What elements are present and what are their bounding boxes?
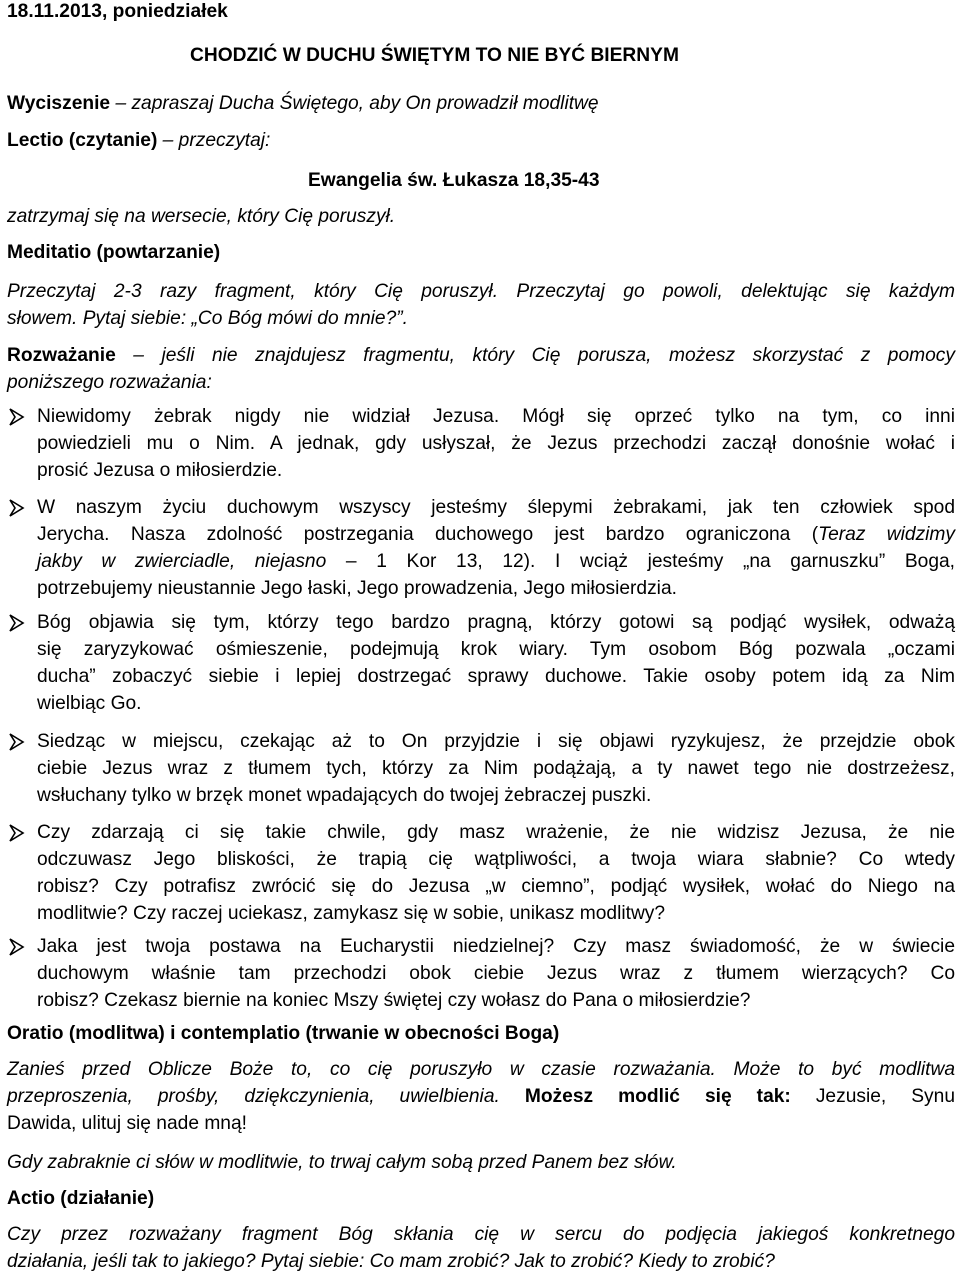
- wyciszenie-text: – zapraszaj Ducha Świętego, aby On prowadził modlitwę: [110, 93, 599, 114]
- bullet-5-line-2: odczuwasz Jego bliskości, że trapią cię wątpliwości, a twoja wiara słabnie? Co wtedy: [37, 849, 955, 870]
- lectio-line: [7, 127, 270, 154]
- page-title: CHODZIĆ W DUCHU ŚWIĘTYM TO NIE BYĆ BIERNYM: [190, 45, 679, 66]
- lectio-label: Lectio (czytanie): [7, 130, 158, 151]
- arrowhead-bullet-icon: [7, 731, 27, 753]
- bullet-3-line-1: Bóg objawia się tym, którzy tego bardzo pragną, którzy gotowi są podjąć wysiłek, odważą: [37, 612, 955, 633]
- bullet-1-line-2: powiedzieli mu o Nim. A jednak, gdy usłyszał, że Jezus przechodzi zaczął donośnie wołać i: [37, 433, 955, 454]
- bullet-item-6: [37, 933, 955, 1014]
- bullet-4-line-1: Siedząc w miejscu, czekając aż to On przyjdzie i się objawi ryzykujesz, że przejdzie obok: [37, 731, 955, 752]
- arrowhead-bullet-icon: [7, 822, 27, 844]
- actio-text: [7, 1221, 955, 1275]
- bullet-6-line-1: Jaka jest twoja postawa na Eucharystii niedzielnej? Czy masz świadomość, że w świecie: [37, 936, 955, 957]
- lectio-text: – przeczytaj:: [157, 130, 271, 151]
- bullet-1-line-3: prosić Jezusa o miłosierdzie.: [37, 460, 283, 481]
- gospel-reference: Ewangelia św. Łukasza 18,35-43: [308, 170, 600, 191]
- wyciszenie-line: [7, 90, 599, 117]
- meditatio-text: [7, 278, 955, 332]
- bullet-5-line-1: Czy zdarzają ci się takie chwile, gdy masz wrażenie, że nie widzisz Jezusa, że nie: [37, 822, 955, 843]
- wyciszenie-label: Wyciszenie: [7, 93, 111, 114]
- meditatio-line-2: słowem. Pytaj siebie: „Co Bóg mówi do mnie?”.: [7, 308, 408, 329]
- bullet-5-line-4: modlitwie? Czy raczej uciekasz, zamykasz się w sobie, unikasz modlitwy?: [37, 903, 666, 924]
- bullet-item-1: [37, 403, 955, 484]
- bullet-2-line-4: potrzebujemy nieustannie Jego łaski, Jego prowadzenia, Jego miłosierdzia.: [37, 578, 677, 599]
- bullet-2-line-3: jakby w zwierciadle, niejasno – 1 Kor 13, 12). I wciąż jesteśmy „na garnuszku” Boga,: [37, 551, 955, 572]
- bullet-3-line-2: się zaryzykować ośmieszenie, podejmują krok wiary. Tym osobom Bóg pozwala „oczami: [37, 639, 955, 660]
- oratio-heading: Oratio (modlitwa) i contemplatio (trwanie w obecności Boga): [7, 1023, 560, 1044]
- rozwazanie-intro: [7, 342, 955, 396]
- bullet-2-line-2: Jerycha. Nasza zdolność postrzegania duchowego jest bardzo ograniczona (Teraz widzimy: [37, 524, 956, 545]
- oratio-line-2-bold: Możesz modlić się tak:: [499, 1086, 791, 1107]
- meditatio-line-1: Przeczytaj 2-3 razy fragment, który Cię poruszył. Przeczytaj go powoli, delektując się każdym: [7, 281, 955, 302]
- rozwazanie-label: Rozważanie: [7, 345, 116, 366]
- bullet-item-2: [37, 494, 955, 602]
- bullet-5-line-3: robisz? Czy potrafisz zwrócić się do Jezusa „w ciemno”, podjąć wysiłek, wołać do Niego na: [37, 876, 955, 897]
- bullet-2-italic-a: Teraz widzimy: [818, 524, 956, 545]
- oratio-line-3: Dawida, ulituj się nade mną!: [7, 1113, 247, 1134]
- bullet-6-line-2: duchowym właśnie tam przechodzi obok ciebie Jezus wraz z tłumem wierzących? Co: [37, 963, 955, 984]
- date-line: 18.11.2013, poniedziałek: [7, 1, 228, 22]
- oratio-line-2: [7, 1083, 955, 1110]
- rozwazanie-line-2: poniższego rozważania:: [7, 372, 212, 393]
- oratio-line-2-italic: przeproszenia, prośby, dziękczynienia, uwielbienia.: [7, 1086, 500, 1107]
- arrowhead-bullet-icon: [7, 497, 27, 519]
- arrowhead-bullet-icon: [7, 936, 27, 958]
- arrowhead-bullet-icon: [7, 612, 27, 634]
- rozwazanie-line-1-text: – jeśli nie znajdujesz fragmentu, który Cię porusza, możesz skorzystać z pomocy: [115, 345, 955, 366]
- bullet-3-line-4: wielbiąc Go.: [37, 693, 142, 714]
- oratio-text: [7, 1056, 955, 1137]
- bullet-4-line-2: ciebie Jezus wraz z tłumem tych, którzy za Nim podążają, a ty nawet tego nie dostrzeżesz,: [37, 758, 955, 779]
- arrowhead-bullet-icon: [7, 406, 27, 428]
- bullet-2-italic-b: jakby w zwierciadle, niejasno: [37, 551, 327, 572]
- pause-note: zatrzymaj się na wersecie, który Cię poruszył.: [7, 206, 396, 227]
- oratio-line-2-plain: Jezusie, Synu: [790, 1086, 955, 1107]
- bullet-6-line-3: robisz? Czekasz biernie na koniec Mszy świętej czy wołasz do Pana o miłosierdzie?: [37, 990, 751, 1011]
- bullet-4-line-3: wsłuchany tylko w brzęk monet wpadających do twojej żebraczej puszki.: [37, 785, 652, 806]
- bullet-2-line-1: W naszym życiu duchowym wszyscy jesteśmy ślepymi żebrakami, jak ten człowiek spod: [37, 497, 955, 518]
- actio-heading: Actio (działanie): [7, 1188, 155, 1209]
- bullet-item-3: [37, 609, 955, 717]
- oratio-silence-note: Gdy zabraknie ci słów w modlitwie, to trwaj całym sobą przed Panem bez słów.: [7, 1152, 677, 1173]
- bullet-item-4: [37, 728, 955, 809]
- bullet-item-5: [37, 819, 955, 927]
- bullet-1-line-1: Niewidomy żebrak nigdy nie widział Jezusa. Mógł się oprzeć tylko na tym, co inni: [37, 406, 955, 427]
- actio-line-1: Czy przez rozważany fragment Bóg skłania cię w sercu do podjęcia jakiegoś konkretnego: [7, 1224, 955, 1245]
- oratio-line-1: Zanieś przed Oblicze Boże to, co cię poruszyło w czasie rozważania. Może to być modlitwa: [7, 1059, 955, 1080]
- bullet-3-line-3: ducha” zobaczyć siebie i lepiej dostrzegać sprawy duchowe. Takie osoby potem idą za Nim: [37, 666, 955, 687]
- rozwazanie-line-1: [7, 342, 955, 369]
- meditatio-label: Meditatio (powtarzanie): [7, 242, 221, 263]
- actio-line-2: działania, jeśli tak to jakiego? Pytaj siebie: Co mam zrobić? Jak to zrobić? Kiedy to zrobić?: [7, 1251, 775, 1272]
